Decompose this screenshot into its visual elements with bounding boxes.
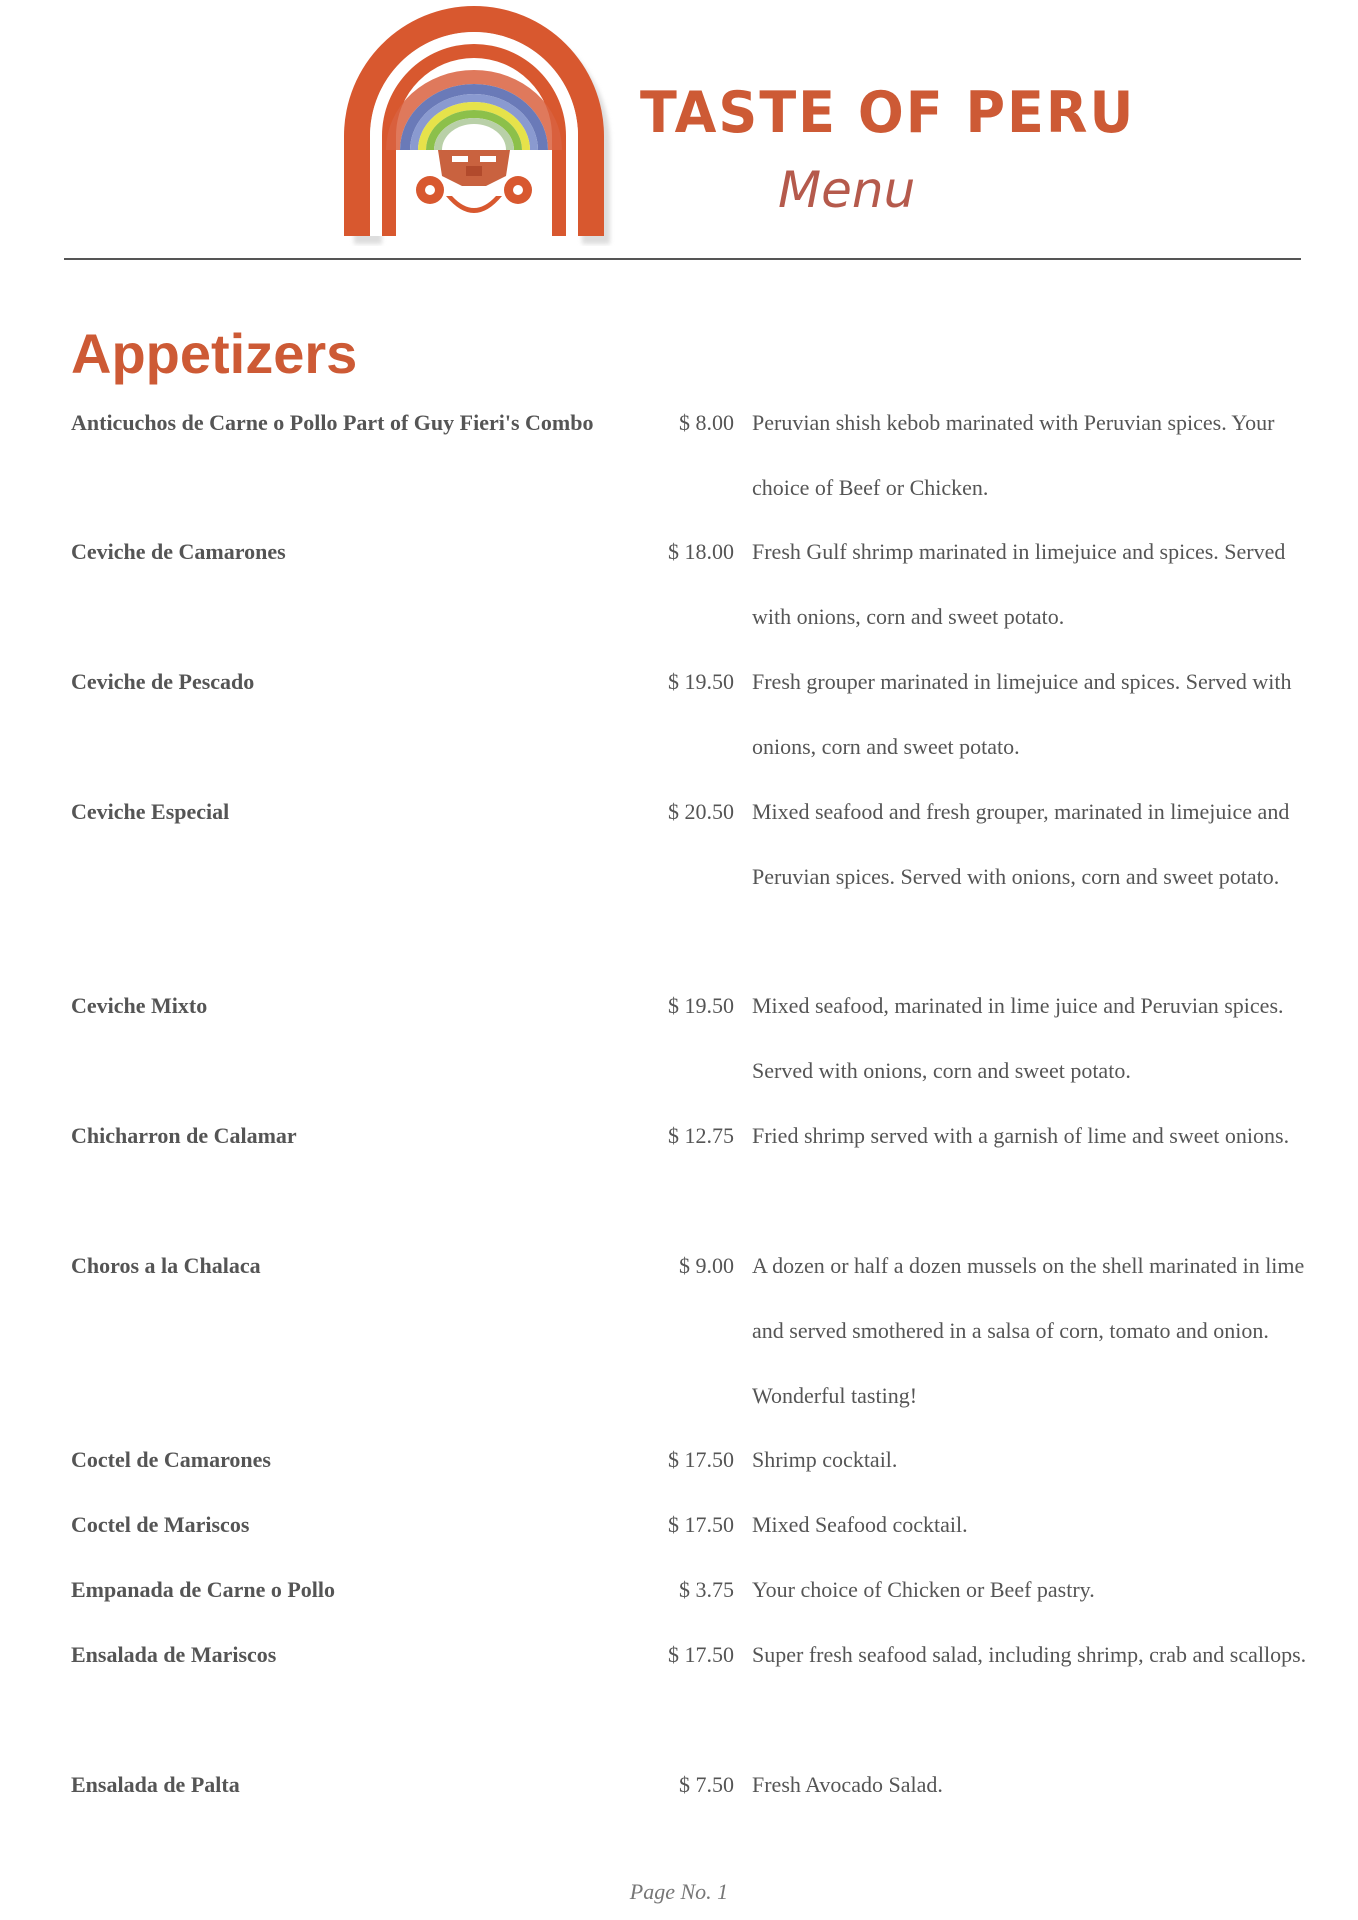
menu-item-description: A dozen or half a dozen mussels on the shell marinated in lime and served smothered in a salsa of corn, tomato and onion. Wonderful tasting! [752,1253,1305,1408]
menu-item-price: $ 9.00 [679,1253,734,1278]
menu-item-price: $ 12.75 [668,1123,734,1148]
menu-item-price: $ 17.50 [668,1447,734,1472]
menu-item-name: Empanada de Carne o Pollo [71,1577,336,1602]
menu-item-description: Your choice of Chicken or Beef pastry. [752,1577,1095,1602]
menu-item-description: Mixed Seafood cocktail. [752,1512,968,1537]
menu-item-price: $ 8.00 [679,410,734,435]
menu-item-name: Coctel de Mariscos [71,1512,250,1537]
brand-title: TASTE OF PERU [640,79,1136,146]
menu-item-description: Super fresh seafood salad, including shrimp, crab and scallops. [752,1642,1307,1667]
menu-item-name: Ceviche de Pescado [71,669,255,694]
page-number: Page No. 1 [629,1879,729,1904]
menu-item-price: $ 20.50 [668,799,734,824]
menu-item-name: Chicharron de Calamar [71,1123,297,1148]
menu-item-name: Ceviche Especial [71,799,230,824]
menu-item-description: Fresh grouper marinated in limejuice and spices. Served with onions, corn and sweet potato. [752,669,1292,759]
menu-item-price: $ 17.50 [668,1512,734,1537]
menu-item-name: Choros a la Chalaca [71,1253,261,1278]
menu-item-description: Fresh Gulf shrimp marinated in limejuice and spices. Served with onions, corn and sweet potato. [752,539,1286,629]
menu-item-name: Ceviche Mixto [71,993,208,1018]
menu-item-price: $ 3.75 [679,1577,734,1602]
menu-item-price: $ 19.50 [668,993,734,1018]
menu-item-price: $ 18.00 [668,539,734,564]
menu-item-description: Mixed seafood, marinated in lime juice and Peruvian spices. Served with onions, corn and sweet potato. [752,993,1284,1083]
menu-item-description: Fried shrimp served with a garnish of lime and sweet onions. [752,1123,1290,1148]
section-title: Appetizers [71,322,358,385]
menu-item-name: Anticuchos de Carne o Pollo Part of Guy Fieri's Combo [71,410,594,435]
menu-item-name: Ceviche de Camarones [71,539,286,564]
menu-item-description: Fresh Avocado Salad. [752,1772,943,1797]
brand-subtitle: Menu [778,161,916,219]
menu-item-name: Ensalada de Palta [71,1772,240,1797]
menu-item-name: Ensalada de Mariscos [71,1642,277,1667]
menu-item-price: $ 19.50 [668,669,734,694]
menu-item-description: Shrimp cocktail. [752,1447,898,1472]
menu-item-name: Coctel de Camarones [71,1447,271,1472]
menu-item-description: Mixed seafood and fresh grouper, marinated in limejuice and Peruvian spices. Served with onions, corn and sweet potato. [752,799,1290,889]
menu-item-price: $ 17.50 [668,1642,734,1667]
menu-item-description: Peruvian shish kebob marinated with Peruvian spices. Your choice of Beef or Chicken. [752,410,1275,500]
menu-item-price: $ 7.50 [679,1772,734,1797]
